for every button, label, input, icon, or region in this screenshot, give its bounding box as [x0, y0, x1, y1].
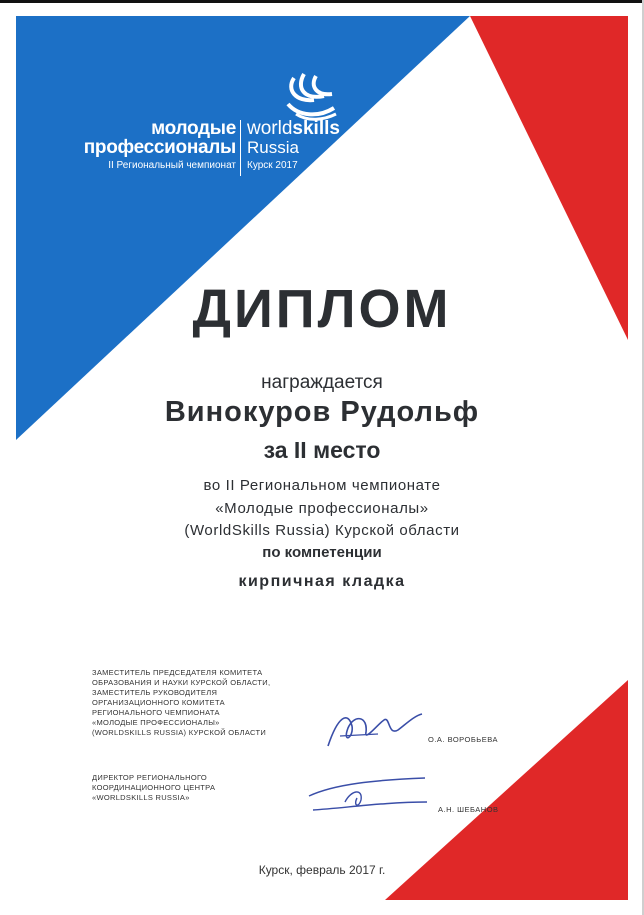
- logo-brand: [247, 118, 340, 140]
- scan-edge-top: [0, 0, 644, 3]
- logo-subline: II Региональный чемпионат: [108, 160, 236, 171]
- position-line: «МОЛОДЫЕ ПРОФЕССИОНАЛЫ»: [92, 718, 220, 727]
- signature-1: [318, 706, 428, 756]
- logo-divider: [240, 120, 241, 176]
- position-line: «WORLDSKILLS RUSSIA»: [92, 793, 190, 802]
- signatory-position: [92, 668, 312, 738]
- competence-label: по компетенции: [262, 544, 382, 561]
- championship-line: во II Региональном чемпионате: [203, 477, 441, 494]
- position-line: ОРГАНИЗАЦИОННОГО КОМИТЕТА: [92, 698, 225, 707]
- position-line: ЗАМЕСТИТЕЛЬ РУКОВОДИТЕЛЯ: [92, 688, 218, 697]
- recipient-name: Винокуров Рудольф: [164, 396, 480, 428]
- diploma-title: ДИПЛОМ: [192, 279, 452, 339]
- issue-date: Курск, февраль 2017 г.: [258, 863, 386, 877]
- position-line: ОБРАЗОВАНИЯ И НАУКИ КУРСКОЙ ОБЛАСТИ,: [92, 678, 271, 687]
- position-line: ЗАМЕСТИТЕЛЬ ПРЕДСЕДАТЕЛЯ КОМИТЕТА: [92, 668, 263, 677]
- signature-2: [305, 772, 435, 822]
- signatory-name: А.Н. ШЕБАНОВ: [438, 805, 499, 814]
- logo-city-year: Курск 2017: [247, 160, 298, 171]
- position-line: (WORLDSKILLS RUSSIA) КУРСКОЙ ОБЛАСТИ: [92, 728, 267, 737]
- position-line: РЕГИОНАЛЬНОГО ЧЕМПИОНАТА: [92, 708, 220, 717]
- logo-brand-russia: Russia: [247, 138, 299, 157]
- position-line: КООРДИНАЦИОННОГО ЦЕНТРА: [92, 783, 216, 792]
- signatory-name: О.А. ВОРОБЬЕВА: [428, 735, 498, 744]
- logo-line1: молодые: [151, 118, 236, 139]
- competence-name: кирпичная кладка: [238, 573, 406, 590]
- championship-line: «Молодые профессионалы»: [215, 500, 429, 517]
- championship-line: (WorldSkills Russia) Курской области: [184, 522, 460, 539]
- position-line: ДИРЕКТОР РЕГИОНАЛЬНОГО: [92, 773, 208, 782]
- logo-brand-skills: skills: [292, 118, 340, 139]
- logo-brand-world: world: [247, 118, 293, 139]
- awarded-text: награждается: [261, 372, 383, 393]
- logo-line2: профессионалы: [83, 137, 236, 158]
- signatory-position: [92, 773, 312, 803]
- worldskills-swirl-icon: [274, 70, 344, 125]
- worldskills-logo: [60, 70, 360, 180]
- place-text: за II место: [263, 437, 381, 463]
